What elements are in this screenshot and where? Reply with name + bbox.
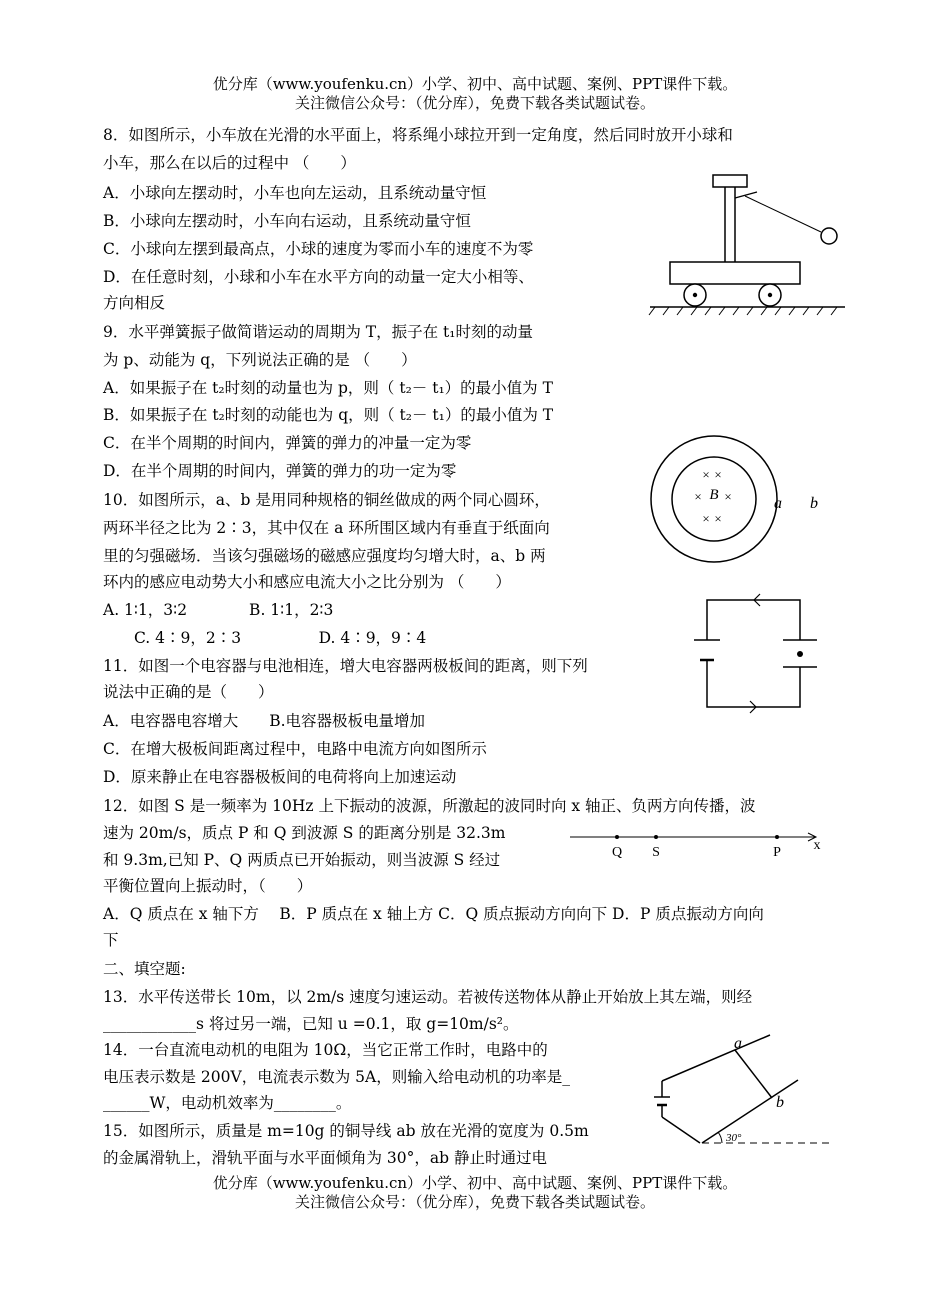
concentric-rings-figure [650, 435, 850, 575]
angle-label: 30° [726, 1132, 742, 1144]
text-line: A．Q 质点在 x 轴下方 B．P 质点在 x 轴上方 C．Q 质点振动方向向下 D．P 质点振动方向向 [103, 905, 764, 923]
text-line: 里的匀强磁场．当该匀强磁场的磁感应强度均匀增大时，a、b 两 [103, 547, 546, 565]
text-line: 9．水平弹簧振子做简谐运动的周期为 T，振子在 t₁时刻的动量 [103, 323, 533, 341]
label-Q: Q [611, 845, 623, 860]
field-mark: × [714, 467, 722, 482]
text-line: 速为 20m/s，质点 P 和 Q 到波源 S 的距离分别是 32.3m [103, 824, 506, 842]
text-line: C．小球向左摆到最高点，小球的速度为零而小车的速度不为零 [103, 240, 534, 258]
text-line: B．如果振子在 t₂时刻的动能也为 q，则（ t₂－ t₁）的最小值为 T [103, 406, 554, 424]
text-line: 环内的感应电动势大小和感应电流大小之比分别为 （ ） [103, 573, 511, 591]
field-mark: × [702, 467, 710, 482]
text-line: 和 9.3m,已知 P、Q 两质点已开始振动，则当波源 S 经过 [103, 851, 501, 869]
label-a: a [774, 495, 782, 512]
label-b: b [810, 495, 818, 512]
text-line: 二、填空题: [103, 960, 186, 978]
wave-axis-figure [565, 825, 835, 861]
label-B: B [709, 487, 719, 503]
text-line: C．在半个周期的时间内，弹簧的弹力的冲量一定为零 [103, 434, 472, 452]
text-line: A．小球向左摆动时，小车也向左运动，且系统动量守恒 [103, 184, 487, 202]
field-mark: × [694, 489, 702, 504]
footer-line-1: 优分库（www.youfenku.cn）小学、初中、高中试题、案例、PPT课件下载。 [212, 1174, 738, 1192]
text-line: 平衡位置向上振动时，（ ） [103, 877, 313, 895]
header-line-1: 优分库（www.youfenku.cn）小学、初中、高中试题、案例、PPT课件下载。 [212, 75, 738, 93]
label-S: S [652, 845, 660, 860]
text-line: A．如果振子在 t₂时刻的动量也为 p，则（ t₂－ t₁）的最小值为 T [103, 379, 553, 397]
text-line: 小车，那么在以后的过程中 （ ） [103, 154, 356, 172]
text-line: 12．如图 S 是一频率为 10Hz 上下振动的波源，所激起的波同时向 x 轴正、负两方向传播，波 [103, 797, 756, 815]
text-line: C. 4∶9，2∶3 D. 4∶9，9∶4 [103, 629, 427, 647]
capacitor-circuit-figure [690, 592, 840, 722]
text-line: B．小球向左摆动时，小车向右运动，且系统动量守恒 [103, 212, 471, 230]
text-line: 14．一台直流电动机的电阻为 10Ω，当它正常工作时，电路中的 [103, 1041, 548, 1059]
text-line: 两环半径之比为 2∶3，其中仅在 a 环所围区域内有垂直于纸面向 [103, 519, 550, 537]
inclined-rail-figure [660, 1035, 840, 1155]
label-a: a [734, 1035, 742, 1052]
text-line: 11．如图一个电容器与电池相连，增大电容器两极板间的距离，则下列 [103, 657, 588, 675]
footer-line-2: 关注微信公众号：（优分库），免费下载各类试题试卷。 [294, 1193, 655, 1211]
text-line: C．在增大极板间距离过程中，电路中电流方向如图所示 [103, 740, 487, 758]
cart-pendulum-figure [645, 170, 845, 320]
label-P: P [773, 845, 781, 860]
text-line: 下 [103, 931, 119, 949]
text-line: 说法中正确的是（ ） [103, 683, 274, 701]
text-line: ____________s 将过另一端，已知 u =0.1，取 g=10m/s²。 [103, 1015, 519, 1033]
text-line: D．在半个周期的时间内，弹簧的弹力的功一定为零 [103, 462, 457, 480]
text-line: 为 p、动能为 q，下列说法正确的是 （ ） [103, 351, 417, 369]
text-line: 方向相反 [103, 294, 166, 312]
label-b: b [776, 1094, 784, 1111]
field-mark: × [714, 511, 722, 526]
text-line: ______W，电动机效率为________。 [103, 1094, 352, 1112]
label-x: x [813, 838, 821, 853]
text-line: A. 1∶1，3∶2 B. 1∶1，2∶3 [103, 601, 334, 619]
text-line: D．在任意时刻，小球和小车在水平方向的动量一定大小相等、 [103, 268, 534, 286]
text-line: 13．水平传送带长 10m，以 2m/s 速度匀速运动。若被传送物体从静止开始放上其左端，则经 [103, 988, 753, 1006]
text-line: D．原来静止在电容器极板间的电荷将向上加速运动 [103, 768, 457, 786]
header-line-2: 关注微信公众号：（优分库），免费下载各类试题试卷。 [294, 94, 655, 112]
text-line: 的金属滑轨上，滑轨平面与水平面倾角为 30°，ab 静止时通过电 [103, 1149, 547, 1167]
text-line: 10．如图所示，a、b 是用同种规格的铜丝做成的两个同心圆环， [103, 491, 550, 509]
field-mark: × [702, 511, 710, 526]
text-line: 8．如图所示，小车放在光滑的水平面上，将系绳小球拉开到一定角度，然后同时放开小球和 [103, 126, 733, 144]
field-mark: × [724, 489, 732, 504]
text-line: A．电容器电容增大 B.电容器极板电量增加 [103, 712, 426, 730]
text-line: 电压表示数是 200V，电流表示数为 5A，则输入给电动机的功率是_ [103, 1068, 570, 1086]
text-line: 15．如图所示，质量是 m=10g 的铜导线 ab 放在光滑的宽度为 0.5m [103, 1122, 589, 1140]
